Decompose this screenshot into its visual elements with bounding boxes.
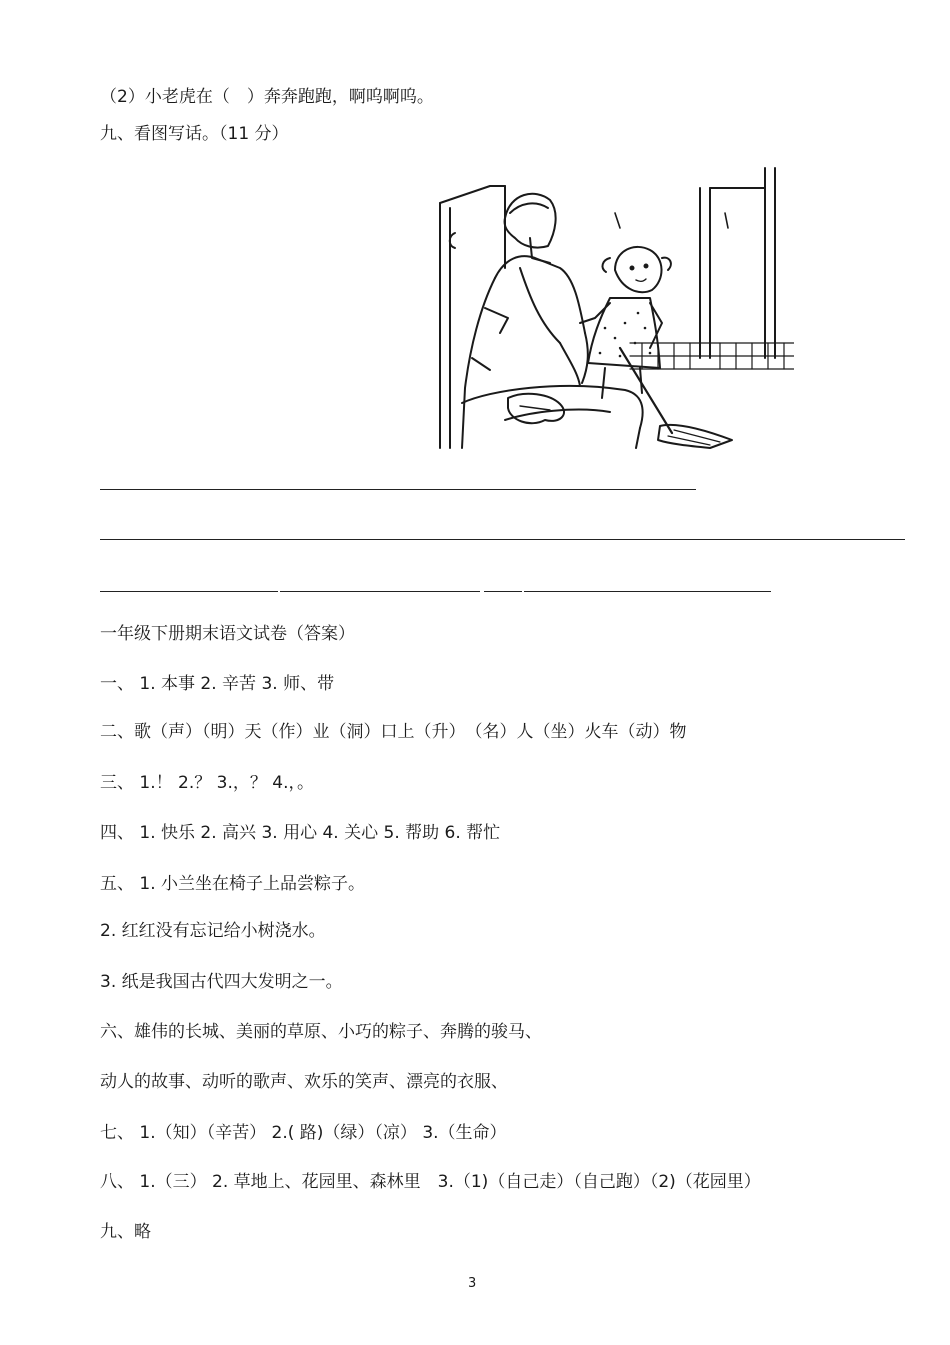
writing-line-1[interactable] bbox=[100, 489, 696, 490]
answer-3: 三、 1.！ 2.？ 3.，？ 4.，。 bbox=[100, 773, 314, 793]
writing-line-3b[interactable] bbox=[280, 591, 480, 592]
answer-9: 九、略 bbox=[100, 1222, 151, 1242]
illustration-mother-and-girl-cleaning bbox=[410, 158, 794, 452]
answer-4: 四、 1. 快乐 2. 高兴 3. 用心 4. 关心 5. 帮助 6. 帮忙 bbox=[100, 823, 501, 843]
writing-line-2[interactable] bbox=[100, 539, 905, 540]
answer-6-line-2: 动人的故事、动听的歌声、欢乐的笑声、漂亮的衣服、 bbox=[100, 1072, 508, 1092]
answer-5-item-1: 五、 1. 小兰坐在椅子上品尝粽子。 bbox=[100, 874, 366, 894]
answer-5-item-3: 3. 纸是我国古代四大发明之一。 bbox=[100, 972, 343, 992]
answer-1: 一、 1. 本事 2. 辛苦 3. 师、带 bbox=[100, 674, 335, 694]
writing-line-3c[interactable] bbox=[484, 591, 522, 592]
page-number: 3 bbox=[468, 1276, 477, 1291]
answer-6-line-1: 六、雄伟的长城、美丽的草原、小巧的粽子、奔腾的骏马、 bbox=[100, 1022, 542, 1042]
answer-5-item-2: 2. 红红没有忘记给小树浇水。 bbox=[100, 921, 326, 941]
question-9-heading: 九、看图写话。（11 分） bbox=[100, 124, 289, 144]
writing-line-3a[interactable] bbox=[100, 591, 278, 592]
question-8-item-2: （2）小老虎在（ ）奔奔跑跑，啊呜啊呜。 bbox=[100, 87, 434, 107]
answer-8: 八、 1.（三） 2. 草地上、花园里、森林里 3.（1)（自己走）（自己跑）（2)（花园里） bbox=[100, 1172, 761, 1192]
answer-key-title: 一年级下册期末语文试卷（答案） bbox=[100, 624, 355, 644]
writing-line-3d[interactable] bbox=[524, 591, 771, 592]
answer-2: 二、歌（声）（明）天（作）业（洞）口上（升） （名）人（坐）火车（动）物 bbox=[100, 722, 687, 742]
answer-7: 七、 1.（知）（辛苦） 2.( 路)（绿）（凉） 3.（生命） bbox=[100, 1123, 507, 1143]
